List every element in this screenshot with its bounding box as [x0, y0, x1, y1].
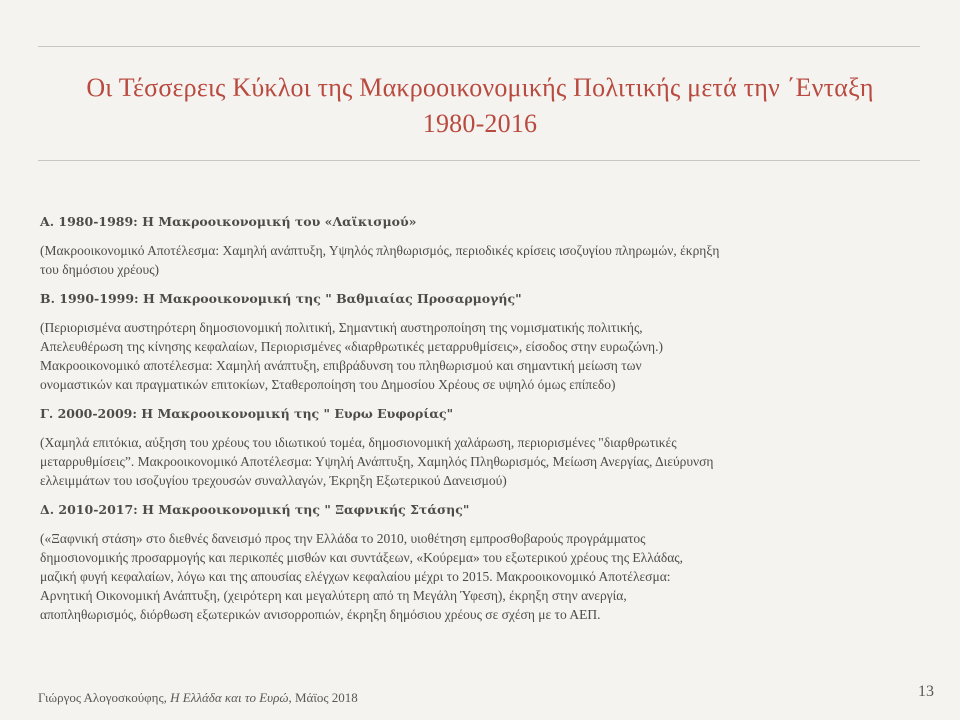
- page-number: 13: [918, 683, 934, 700]
- section-b: [40, 289, 920, 394]
- section-body: (Χαμηλά επιτόκια, αύξηση του χρέους του ιδιωτικού τομέα, δημοσιονομική χαλάρωση, περιορισμένες "διαρθρωτικές μεταρρυθμίσεις”. Μακροοικονομικό Αποτέλεσμα: Υψηλή Ανάπτυξη, Χαμηλός Πληθωρισμός, Μείωση Ανεργίας, Διεύρυνση ελλειμμάτων του ισοζυγίου τρεχουσών συναλλαγών, Έκρηξη Εξωτερικού Δανεισμού): [40, 435, 714, 488]
- section-heading: Β. 1990-1999: Η Μακροοικονομική της " Βαθμιαίας Προσαρμογής": [40, 291, 522, 306]
- slide-title-line2: 1980-2016: [422, 109, 538, 138]
- slide-title: [30, 70, 930, 142]
- footer-date: , Μάϊος 2018: [288, 690, 358, 705]
- slide-content: [40, 212, 920, 634]
- section-body: («Ξαφνική στάση» στο διεθνές δανεισμό προς την Ελλάδα το 2010, υιοθέτηση εμπροσθοβαρούς προγράμματος δημοσιονομικής προσαρμογής και περικοπές μισθών και συντάξεων, «Κούρεμα» του εξωτερικού χρέους της Ελλάδας, μαζική φυγή κεφαλαίων, λόγω και της απουσίας ελέγχων κεφαλαίου μέχρι το 2015. Μακροοικονομικό Αποτέλεσμα: Αρνητική Οικονομική Ανάπτυξη, (χειρότερη και μεγαλύτερη από τη Μεγάλη Ύφεση), έκρηξη στην ανεργία, αποπληθωρισμός, διόρθωση εξωτερικών ανισορροπιών, έκρηξη δημόσιου χρέους σε σχέση με το ΑΕΠ.: [40, 531, 683, 622]
- section-body: (Μακροοικονομικό Αποτέλεσμα: Χαμηλή ανάπτυξη, Υψηλός πληθωρισμός, περιοδικές κρίσεις ισοζυγίου πληρωμών, έκρηξη του δημόσιου χρέους): [40, 243, 720, 277]
- section-heading: Γ. 2000-2009: Η Μακροοικονομική της " Ευρω Ευφορίας": [40, 406, 454, 421]
- section-heading: Δ. 2010-2017: Η Μακροοικονομική της " Ξαφνικής Στάσης": [40, 502, 470, 517]
- section-body: (Περιορισμένα αυστηρότερη δημοσιονομική πολιτική, Σημαντική αυστηροποίηση της νομισματικής πολιτικής, Απελευθέρωση της κίνησης κεφαλαίων, Περιορισμένες «διαρθρωτικές μεταρρυθμίσεις», είσοδος στην ευρωζώνη.) Μακροοικονομικό αποτέλεσμα: Χαμηλή ανάπτυξη, επιβράδυνση του πληθωρισμού και σημαντική μείωση των ονομαστικών και πραγματικών επιτοκίων, Σταθεροποίηση του Δημοσίου Χρέους σε υψηλό όμως επίπεδο): [40, 320, 663, 392]
- section-d: [40, 500, 920, 624]
- section-heading: Α. 1980-1989: Η Μακροοικονομική του «Λαϊκισμού»: [40, 214, 417, 229]
- section-c: [40, 404, 920, 490]
- footer-book-title: Η Ελλάδα και το Ευρώ: [170, 690, 289, 705]
- footer-author: Γιώργος Αλογοσκούφης,: [38, 690, 171, 705]
- slide-title-line1: Οι Τέσσερεις Κύκλοι της Μακροοικονομικής Πολιτικής μετά την ΄Ενταξη: [86, 73, 874, 102]
- title-divider: [38, 160, 920, 161]
- section-a: [40, 212, 920, 279]
- footer-citation: [38, 690, 358, 706]
- top-divider: [38, 46, 920, 47]
